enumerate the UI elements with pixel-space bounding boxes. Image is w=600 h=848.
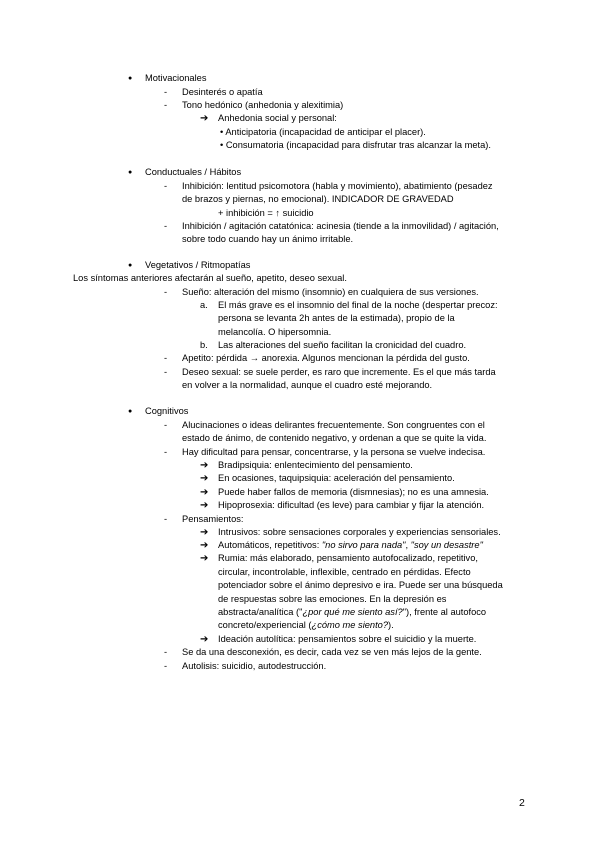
arrow-right-icon: ➔ — [200, 460, 209, 471]
list-item: Pensamientos: — [182, 514, 244, 524]
text-run: "), frente al autofoco — [402, 607, 487, 617]
sub-point: Anticipatoria (incapacidad de anticipar el placer). — [225, 127, 426, 137]
list-item: Bradipsiquia: enlentecimiento del pensamiento. — [218, 460, 413, 470]
list-item: • Anticipatoria (incapacidad de anticipar el placer). — [220, 127, 426, 137]
paragraph-line: melancolía. O hipersomnia. — [218, 327, 332, 337]
paragraph-line: Alucinaciones o ideas delirantes frecuentemente. Son congruentes con el — [182, 420, 485, 430]
list-item: Desinterés o apatía — [182, 87, 263, 97]
arrow-right-icon: ➔ — [200, 540, 209, 551]
list-item: Puede haber fallos de memoria (dismnesias); no es una amnesia. — [218, 487, 489, 497]
paragraph-line: de respuestas sobre las emociones. En la depresión es — [218, 594, 447, 604]
arrow-right-icon: ➔ — [200, 527, 209, 538]
paragraph-line — [218, 606, 486, 620]
list-item — [218, 539, 483, 553]
dash-icon: - — [164, 353, 168, 363]
arrow-right-icon: ➔ — [200, 500, 209, 511]
list-item: Hipoprosexia: dificultad (es leve) para cambiar y fijar la atención. — [218, 500, 485, 510]
paragraph-line: Las alteraciones del sueño facilitan la cronicidad del cuadro. — [218, 340, 467, 350]
list-item: Intrusivos: sobre sensaciones corporales y experiencias sensoriales. — [218, 527, 501, 537]
paragraph-line: El más grave es el insomnio del final de la noche (despertar precoz: — [218, 300, 498, 310]
list-item: Se da una desconexión, es decir, cada vez se ven más lejos de la gente. — [182, 647, 482, 657]
bullet-icon: ● — [128, 408, 133, 415]
dash-icon: - — [164, 221, 168, 231]
arrow-right-icon: ➔ — [200, 487, 209, 498]
list-item: Hay dificultad para pensar, concentrarse, y la persona se vuelve indecisa. — [182, 447, 486, 457]
dash-icon: - — [164, 647, 168, 657]
section-title-motivacionales: Motivacionales — [145, 73, 207, 83]
list-marker-a: a. — [200, 300, 208, 310]
dash-icon: - — [164, 367, 168, 377]
paragraph-line: Rumia: más elaborado, pensamiento autofocalizado, repetitivo, — [218, 553, 478, 563]
arrow-right-icon: ➔ — [200, 473, 209, 484]
arrow-right-icon: ➔ — [200, 553, 209, 564]
list-item: Sueño: alteración del mismo (insomnio) en cualquiera de sus versiones. — [182, 287, 479, 297]
dash-icon: - — [164, 447, 168, 457]
paragraph-line: potenciador sobre el ánimo depresivo e ira. Puede ser una búsqueda — [218, 580, 503, 590]
section-title-vegetativos: Vegetativos / Ritmopatías — [145, 260, 251, 270]
intro-line: Los síntomas anteriores afectarán al sueño, apetito, deseo sexual. — [73, 273, 347, 283]
list-item: Ideación autolítica: pensamientos sobre el suicidio y la muerte. — [218, 634, 477, 644]
text-run: concreto/experiencial ( — [218, 620, 312, 630]
paragraph-line: Deseo sexual: se suele perder, es raro que incremente. Es el que más tarda — [182, 367, 496, 377]
bullet-icon: ● — [128, 262, 133, 269]
quote-text: ¿por qué me siento así? — [302, 607, 403, 617]
list-item: En ocasiones, taquipsiquia: aceleración del pensamiento. — [218, 473, 455, 483]
quote-text: "soy un desastre" — [410, 540, 483, 550]
list-item: Autolisis: suicidio, autodestrucción. — [182, 661, 327, 671]
arrow-right-icon: ➔ — [200, 113, 209, 124]
dash-icon: - — [164, 87, 168, 97]
section-title-conductuales: Conductuales / Hábitos — [145, 167, 242, 177]
paragraph-line: de brazos y piernas, no emocional). INDICADOR DE GRAVEDAD — [182, 194, 454, 204]
dash-icon: - — [164, 100, 168, 110]
paragraph-line: Inhibición / agitación catatónica: acinesia (tiende a la inmovilidad) / agitación, — [182, 221, 499, 231]
quote-text: "no sirvo para nada" — [321, 540, 406, 550]
paragraph-line: persona se levanta 2h antes de la estimada), propio de la — [218, 313, 455, 323]
bullet-icon: ● — [128, 75, 133, 82]
text-run: ). — [388, 620, 394, 630]
section-title-cognitivos: Cognitivos — [145, 406, 189, 416]
list-item: • Consumatoria (incapacidad para disfrutar tras alcanzar la meta). — [220, 140, 491, 150]
paragraph-line: estado de ánimo, de contenido negativo, y ordenan a que se quite la vida. — [182, 433, 487, 443]
paragraph-line: en volver a la normalidad, aunque el cuadro esté mejorando. — [182, 380, 433, 390]
text-run: abstracta/analítica (" — [218, 607, 303, 617]
arrow-right-icon: ➔ — [200, 634, 209, 645]
paragraph-line — [218, 619, 394, 633]
list-item: Anhedonia social y personal: — [218, 113, 337, 123]
page-number: 2 — [519, 797, 525, 809]
dash-icon: - — [164, 514, 168, 524]
paragraph-line: + inhibición = ↑ suicidio — [218, 208, 314, 218]
quote-text: ¿cómo me siento? — [311, 620, 389, 630]
paragraph-line: sobre todo cuando hay un ánimo irritable. — [182, 234, 354, 244]
dash-icon: - — [164, 181, 168, 191]
list-item: Tono hedónico (anhedonia y alexitimia) — [182, 100, 344, 110]
paragraph-line: Inhibición: lentitud psicomotora (habla y movimiento), abatimiento (pesadez — [182, 181, 493, 191]
list-marker-b: b. — [200, 340, 208, 350]
text-run: , — [405, 540, 411, 550]
dash-icon: - — [164, 287, 168, 297]
sub-point: Consumatoria (incapacidad para disfrutar tras alcanzar la meta). — [225, 140, 491, 150]
paragraph-line: circular, incontrolable, inflexible, centrado en pérdidas. Efecto — [218, 567, 471, 577]
list-item: Apetito: pérdida → anorexia. Algunos mencionan la pérdida del gusto. — [182, 353, 470, 363]
text-run: Automáticos, repetitivos: — [218, 540, 322, 550]
bullet-icon: ● — [128, 169, 133, 176]
dash-icon: - — [164, 420, 168, 430]
dash-icon: - — [164, 661, 168, 671]
